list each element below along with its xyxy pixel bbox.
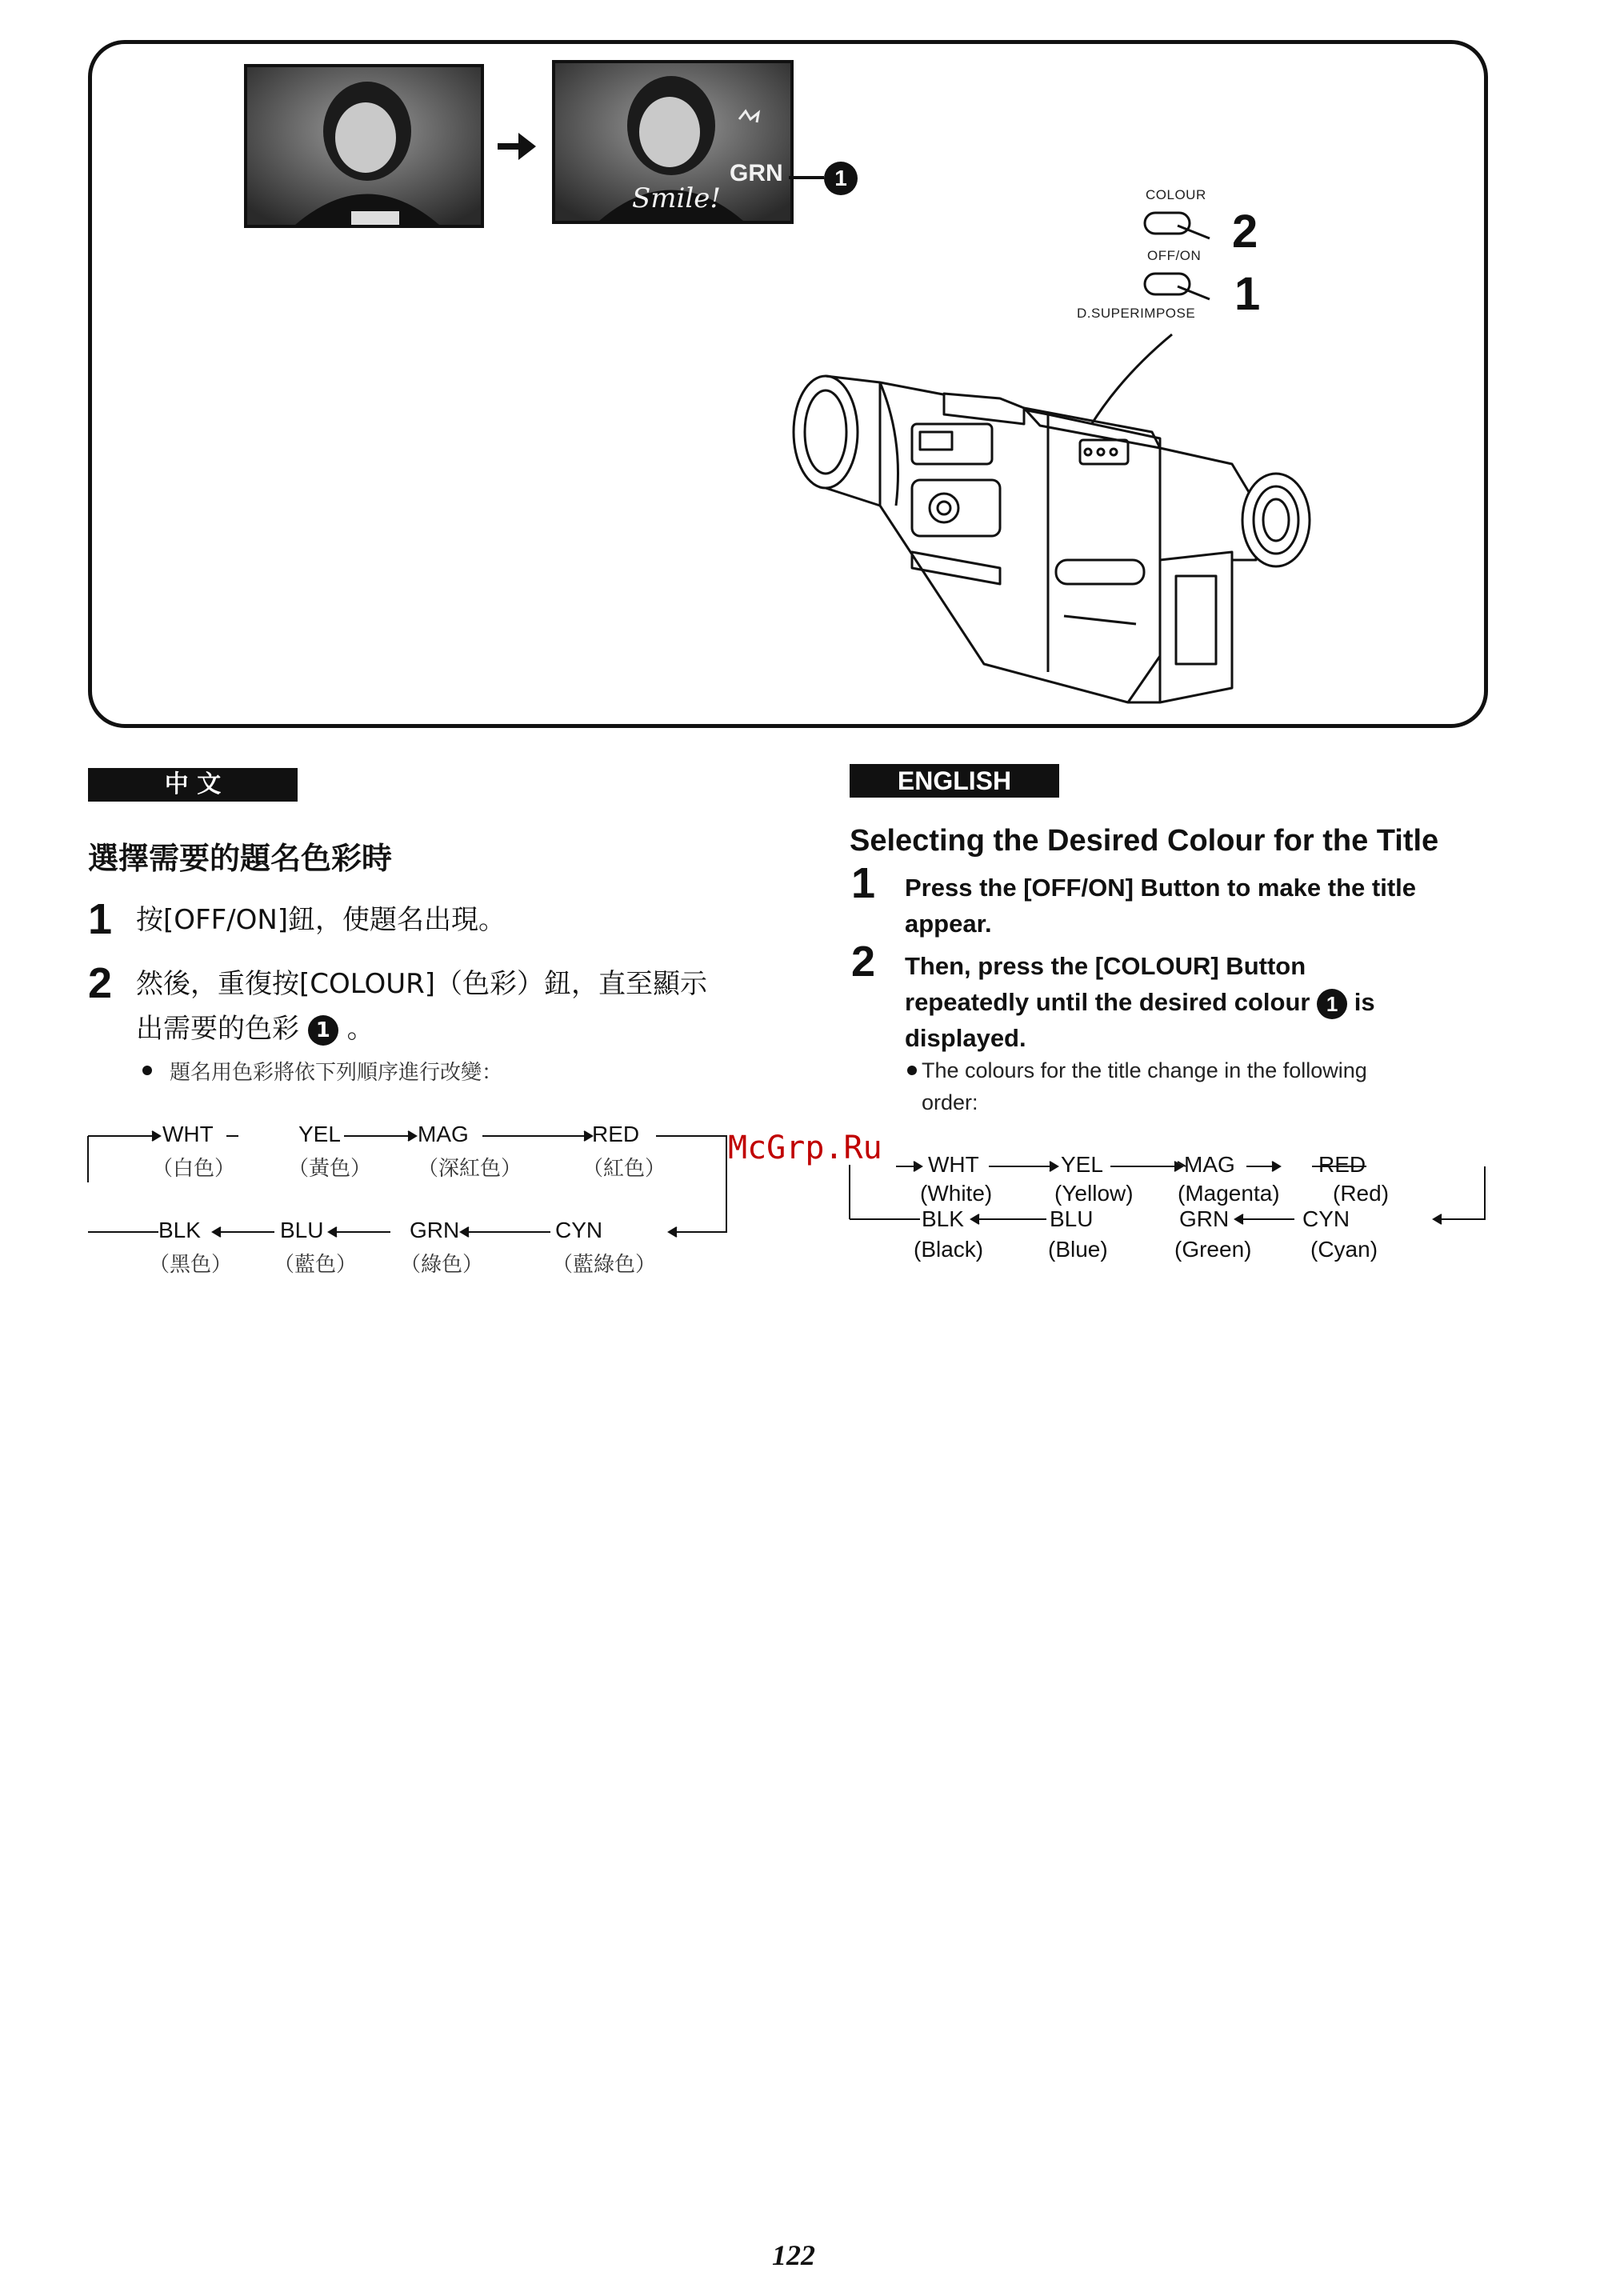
en-diag-row2-3: CYN <box>1302 1206 1350 1231</box>
callout-2: 2 <box>1232 206 1258 258</box>
en-diag-row1-sub-3: (Red) <box>1333 1181 1390 1206</box>
chinese-step1-number: 1 <box>88 895 113 943</box>
zh-diag-row2-sub-2: （綠色） <box>400 1253 484 1277</box>
zh-diag-row1-sub-0: （白色） <box>152 1157 236 1181</box>
watermark: McGrp.Ru <box>728 1130 882 1166</box>
english-step2-line2 <box>905 984 1375 1020</box>
chinese-step2-number: 2 <box>88 959 113 1007</box>
zh-diag-row2-2: GRN <box>410 1218 460 1242</box>
osd-colour-text: GRN <box>730 160 783 186</box>
chinese-note: 題名用色彩將依下列順序進行改變： <box>170 1061 503 1085</box>
english-step1-number: 1 <box>851 859 876 907</box>
en-diag-row1-2: MAG <box>1184 1152 1235 1177</box>
zh-diag-row1-sub-2: （深紅色） <box>418 1157 522 1181</box>
en-diag-row1-0: WHT <box>928 1152 979 1177</box>
english-step2-line2-end: is <box>1354 988 1375 1016</box>
chinese-step2-line2-text: 出需要的色彩 <box>136 1013 299 1045</box>
dsuperimpose-label: D.SUPERIMPOSE <box>1077 306 1196 321</box>
zh-diag-row1-3: RED <box>592 1122 640 1146</box>
english-step2-line2-text: repeatedly until the desired colour <box>905 988 1310 1016</box>
callout-1: 1 <box>1234 268 1261 320</box>
zh-diag-row2-sub-0: （黑色） <box>149 1253 233 1277</box>
zh-diag-row2-sub-1: （藍色） <box>274 1253 358 1277</box>
page-number: 122 <box>772 2239 815 2271</box>
camcorder-illustration <box>784 320 1344 728</box>
chinese-step2-line1: 然後，重復按[COLOUR]（色彩）鈕，直至顯示 <box>136 968 708 1000</box>
offon-button-label: OFF/ON <box>1147 248 1202 263</box>
callout-line <box>789 176 824 179</box>
english-step2-line1: Then, press the [COLOUR] Button <box>905 952 1306 980</box>
english-colour-marker: 1 <box>1317 989 1347 1019</box>
zh-diag-row1-sub-3: （紅色） <box>582 1157 666 1181</box>
en-diag-row2-2: GRN <box>1179 1206 1230 1231</box>
en-diag-row1-sub-2: (Magenta) <box>1178 1181 1280 1206</box>
zh-diag-row2-3: CYN <box>555 1218 603 1242</box>
callout-marker: 1 <box>824 162 858 195</box>
en-diag-row2-sub-1: (Blue) <box>1048 1237 1108 1262</box>
english-step1-line2: appear. <box>905 910 992 938</box>
chinese-step2-end: 。 <box>346 1013 374 1045</box>
offon-button <box>1142 267 1214 304</box>
english-step2-line3: displayed. <box>905 1024 1026 1052</box>
en-diag-row2-sub-3: (Cyan) <box>1310 1237 1378 1262</box>
photo-before <box>244 64 484 228</box>
english-note-bullet <box>907 1066 917 1075</box>
en-diag-row2-1: BLU <box>1050 1206 1094 1231</box>
english-step2-number: 2 <box>851 938 876 986</box>
chinese-step2-line2 <box>136 1010 374 1047</box>
english-section-header: ENGLISH <box>850 764 1059 798</box>
zh-diag-row1-0: WHT <box>162 1122 214 1146</box>
chinese-colour-marker: 1 <box>308 1015 338 1046</box>
english-note-line1: The colours for the title change in the following <box>922 1058 1367 1082</box>
zh-diag-row1-2: MAG <box>418 1122 469 1146</box>
zh-diag-row1-1: YEL <box>298 1122 341 1146</box>
zh-diag-row2-0: BLK <box>158 1218 201 1242</box>
en-diag-row1-sub-0: (White) <box>920 1181 993 1206</box>
colour-button <box>1142 206 1214 243</box>
en-diag-row2-sub-2: (Green) <box>1174 1237 1252 1262</box>
zh-diag-row2-1: BLU <box>280 1218 324 1242</box>
en-diag-row1-3: RED <box>1318 1152 1366 1177</box>
en-diag-row2-0: BLK <box>922 1206 964 1231</box>
en-diag-row1-sub-1: (Yellow) <box>1054 1181 1134 1206</box>
chinese-section-header: 中 文 <box>88 768 298 802</box>
zh-diag-row2-sub-3: （藍綠色） <box>552 1253 657 1277</box>
english-note-line2: order: <box>922 1090 978 1114</box>
chinese-title: 選擇需要的題名色彩時 <box>88 841 393 876</box>
osd-title-text: Smile! <box>632 182 722 214</box>
en-diag-row1-1: YEL <box>1061 1152 1103 1177</box>
colour-button-label: COLOUR <box>1146 187 1206 202</box>
chinese-note-bullet <box>142 1066 152 1075</box>
arrow-icon <box>494 128 539 165</box>
english-title: Selecting the Desired Colour for the Title <box>850 824 1439 858</box>
en-diag-row2-sub-0: (Black) <box>914 1237 984 1262</box>
zh-diag-row1-sub-1: （黃色） <box>288 1157 372 1181</box>
chinese-step1-text: 按[OFF/ON]鈕，使題名出現。 <box>136 904 506 936</box>
english-step1-line1: Press the [OFF/ON] Button to make the title <box>905 874 1416 902</box>
